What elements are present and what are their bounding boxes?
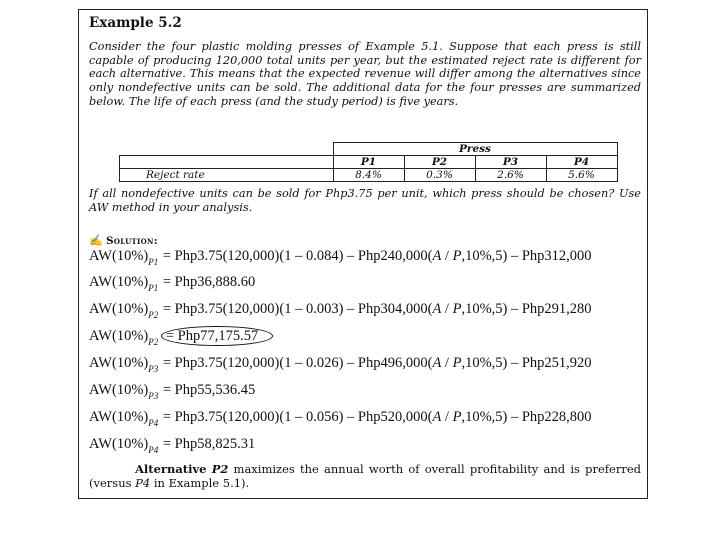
problem-statement: Consider the four plastic molding presses of Example 5.1. Suppose that each press is still capable of producing 120,000 total units per year, but the estimated reject rate is different for each alternative. This means that the expected revenue will differ among the alternatives since only nondefective units can be sold. The additional data for the four presses are summarized below. The life of each press (and the study period) is five years. — [89, 40, 641, 108]
factor-p: P — [452, 248, 462, 264]
column-header-p3: P3 — [475, 156, 546, 169]
table-corner — [120, 143, 334, 156]
aw-subscript: P4 — [148, 418, 159, 428]
aw-subscript: P3 — [148, 391, 159, 401]
aw-subscript: P1 — [148, 283, 159, 293]
cell-p3: 2.6% — [475, 169, 546, 182]
aw-subscript: P3 — [148, 364, 159, 374]
table-column-header-row — [120, 156, 618, 169]
factor-p: P — [452, 355, 462, 371]
result-line-p1 — [89, 274, 255, 291]
equation-expression-tail: ,10%,5) – Php312,000 — [461, 248, 592, 264]
equation-expression-tail: ,10%,5) – Php228,800 — [461, 409, 592, 425]
equation-expression: = Php3.75(120,000)(1 – 0.026) – Php496,000( — [162, 355, 433, 371]
equation-expression-tail: ,10%,5) – Php291,280 — [461, 301, 592, 317]
factor-a: A — [432, 301, 442, 317]
pen-icon: ✍ — [89, 234, 103, 247]
result-line-p3 — [89, 382, 255, 399]
equation-line-p1 — [89, 248, 592, 265]
factor-separator: / — [441, 248, 453, 264]
row-label: Reject rate — [120, 169, 334, 182]
aw-prefix: AW(10%) — [89, 301, 149, 317]
best-aw-result-circled: = Php77,175.57 — [161, 326, 273, 346]
factor-a: A — [432, 355, 442, 371]
aw-result: = Php58,825.31 — [162, 436, 256, 452]
aw-prefix: AW(10%) — [89, 328, 149, 344]
reject-rate-table — [119, 142, 618, 182]
cell-p4: 5.6% — [546, 169, 617, 182]
aw-subscript: P1 — [148, 257, 159, 267]
conclusion-tail: in Example 5.1). — [150, 476, 250, 490]
aw-prefix: AW(10%) — [89, 248, 149, 264]
cell-p2: 0.3% — [404, 169, 475, 182]
aw-prefix: AW(10%) — [89, 274, 149, 290]
table-corner-lower — [120, 156, 334, 169]
table-row — [120, 169, 618, 182]
equation-expression: = Php3.75(120,000)(1 – 0.003) – Php304,000( — [162, 301, 433, 317]
equation-expression: = Php3.75(120,000)(1 – 0.084) – Php240,000( — [162, 248, 433, 264]
column-header-p1: P1 — [333, 156, 404, 169]
factor-separator: / — [441, 301, 453, 317]
chosen-alternative: P2 — [211, 462, 229, 476]
example-title: Example 5.2 — [89, 15, 182, 31]
solution-label: Solution: — [106, 235, 158, 247]
equation-line-p3 — [89, 355, 592, 372]
aw-prefix: AW(10%) — [89, 436, 149, 452]
aw-subscript: P2 — [148, 310, 159, 320]
factor-a: A — [432, 409, 442, 425]
aw-prefix: AW(10%) — [89, 355, 149, 371]
aw-prefix: AW(10%) — [89, 382, 149, 398]
aw-result: = Php36,888.60 — [162, 274, 256, 290]
table-group-header-row — [120, 143, 618, 156]
question-text: If all nondefective units can be sold for Php3.75 per unit, which press should be chosen? Use AW method in your analysis. — [89, 187, 641, 214]
example-box — [78, 9, 648, 499]
factor-separator: / — [441, 409, 453, 425]
factor-separator: / — [441, 355, 453, 371]
equation-line-p2 — [89, 301, 592, 318]
factor-a: A — [432, 248, 442, 264]
conclusion-text — [89, 462, 641, 490]
equation-expression: = Php3.75(120,000)(1 – 0.056) – Php520,000( — [162, 409, 433, 425]
reference-alternative: P4 — [135, 476, 151, 490]
aw-subscript: P2 — [148, 337, 159, 347]
factor-p: P — [452, 301, 462, 317]
conclusion-lead: Alternative — [135, 462, 207, 476]
column-header-p4: P4 — [546, 156, 617, 169]
result-line-p2 — [89, 328, 273, 345]
conclusion-body: maximizes the annual worth of overall profitability and is preferred (versus — [89, 462, 642, 490]
cell-p1: 8.4% — [333, 169, 404, 182]
factor-p: P — [452, 409, 462, 425]
result-line-p4 — [89, 436, 255, 453]
press-group-header: Press — [333, 143, 617, 156]
aw-prefix: AW(10%) — [89, 409, 149, 425]
equation-line-p4 — [89, 409, 592, 426]
column-header-p2: P2 — [404, 156, 475, 169]
solution-heading — [89, 234, 158, 247]
equation-expression-tail: ,10%,5) – Php251,920 — [461, 355, 592, 371]
aw-result: = Php55,536.45 — [162, 382, 256, 398]
aw-subscript: P4 — [148, 445, 159, 455]
